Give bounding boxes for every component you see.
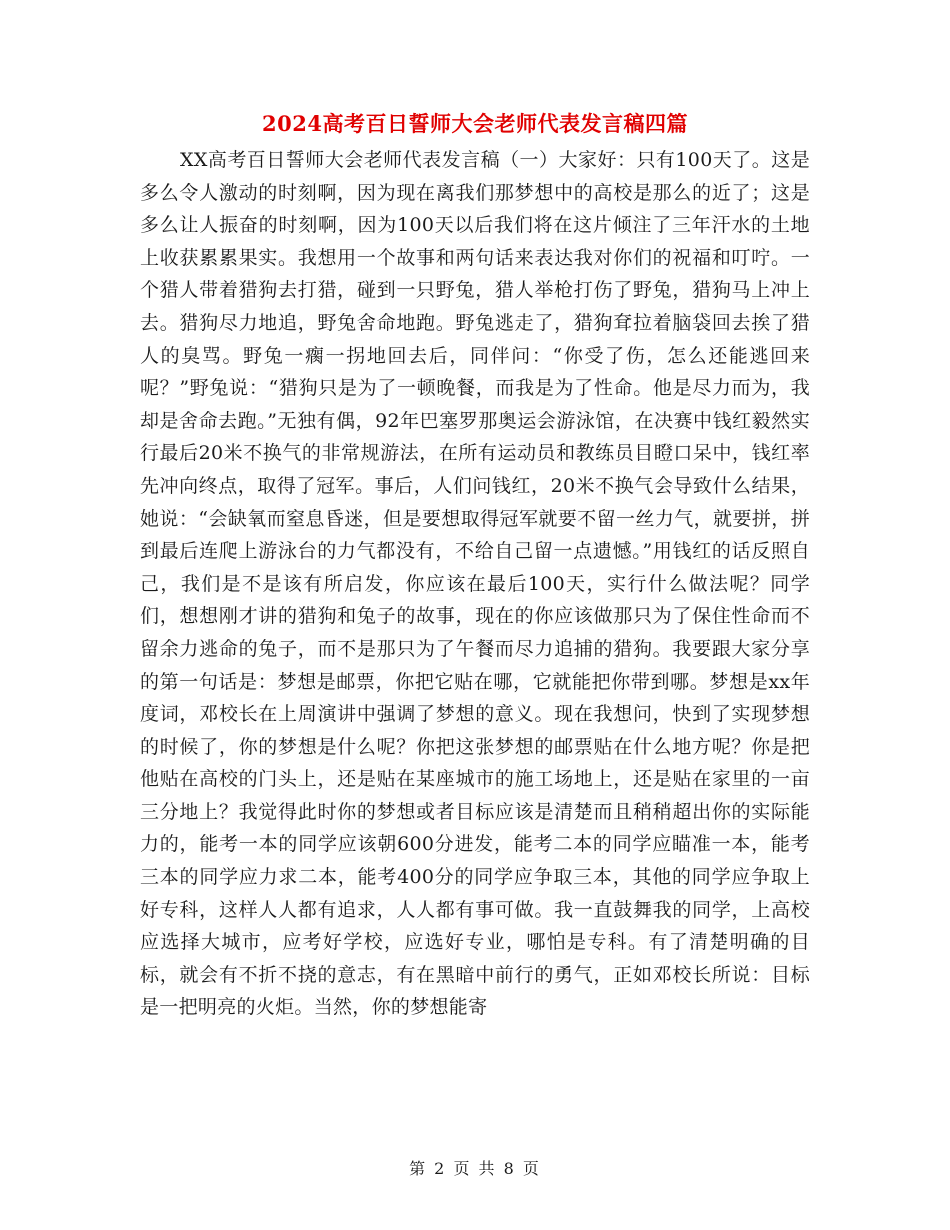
- document-body: XX高考百日誓师大会老师代表发言稿（一）大家好：只有100天了。这是多么令人激动的时刻啊，因为现在离我们那梦想中的高校是那么的近了；这是多么让人振奋的时刻啊，因为100天以后我们将在这片倾注了三年汗水的土地上收获累累果实。我想用一个故事和两句话来表达我对你们的祝福和叮咛。一个猎人带着猎狗去打猎，碰到一只野兔，猎人举枪打伤了野兔，猎狗马上冲上去。猎狗尽力地追，野兔舍命地跑。野兔逃走了，猎狗耷拉着脑袋回去挨了猎人的臭骂。野兔一瘸一拐地回去后，同伴问：“你受了伤，怎么还能逃回来呢？”野兔说：“猎狗只是为了一顿晚餐，而我是为了性命。他是尽力而为，我却是舍命去跑。”无独有偶，92年巴塞罗那奥运会游泳馆，在决赛中钱红毅然实行最后20米不换气的非常规游法，在所有运动员和教练员目瞪口呆中，钱红率先冲向终点，取得了冠军。事后，人们问钱红，20米不换气会导致什么结果，她说：“会缺氧而窒息昏迷，但是要想取得冠军就要不留一丝力气，就要拼，拼到最后连爬上游泳台的力气都没有，不给自己留一点遗憾。”用钱红的话反照自己，我们是不是该有所启发，你应该在最后100天，实行什么做法呢？同学们，想想刚才讲的猎狗和兔子的故事，现在的你应该做那只为了保住性命而不留余力逃命的兔子，而不是那只为了午餐而尽力追捕的猎狗。我要跟大家分享的第一句话是：梦想是邮票，你把它贴在哪，它就能把你带到哪。梦想是xx年度词，邓校长在上周演讲中强调了梦想的意义。现在我想问，快到了实现梦想的时候了，你的梦想是什么呢？你把这张梦想的邮票贴在什么地方呢？你是把他贴在高校的门头上，还是贴在某座城市的施工场地上，还是贴在家里的一亩三分地上？我觉得此时你的梦想或者目标应该是清楚而且稍稍超出你的实际能力的，能考一本的同学应该朝600分进发，能考二本的同学应瞄准一本，能考三本的同学应力求二本，能考400分的同学应争取三本，其他的同学应争取上好专科，这样人人都有追求，人人都有事可做。我一直鼓舞我的同学，上高校应选择大城市，应考好学校，应选好专业，哪怕是专科。有了清楚明确的目标，就会有不折不挠的意志，有在黑暗中前行的勇气，正如邓校长所说：目标是一把明亮的火炬。当然，你的梦想能寄: [140, 149, 810, 1019]
- page-footer: 第 2 页 共 8 页: [409, 1159, 541, 1178]
- document-title: 2024高考百日誓师大会老师代表发言稿四篇: [262, 111, 688, 136]
